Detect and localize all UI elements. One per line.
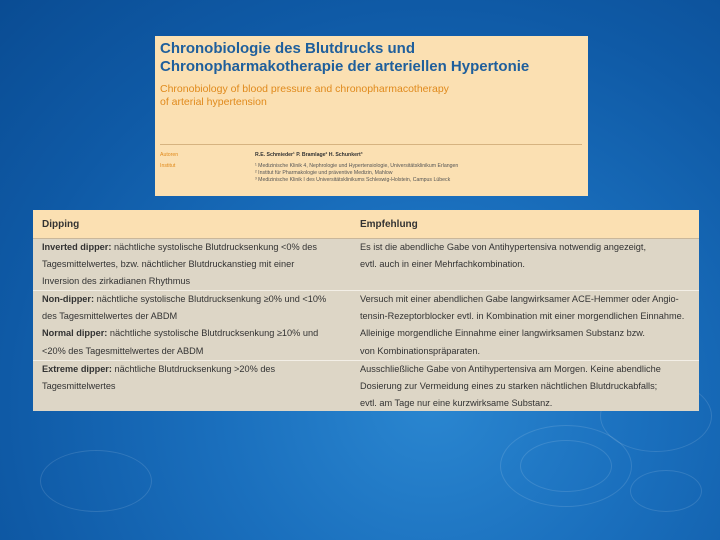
authors-row (160, 152, 582, 159)
cell-line: evtl. auch in einer Mehrfachkombination. (360, 259, 525, 270)
title-en-line-1: Chronobiology of blood pressure and chronopharmacotherapy (160, 83, 449, 95)
dipper-type-label: Inverted dipper: (42, 242, 112, 252)
cell-line: von Kombinationspräparaten. (360, 345, 481, 356)
cell-text: nächtliche Blutdrucksenkung >20% des (111, 364, 276, 374)
institute-line: ² Institut für Pharmakologie und präventive Medizin, Mahlow (255, 170, 393, 176)
institute-row (160, 163, 582, 184)
cell-line (42, 325, 360, 342)
cell-line: Es ist die abendliche Gabe von Antihypertensiva notwendig angezeigt, (360, 242, 647, 252)
recommendation-cell (360, 239, 699, 290)
title-en-line-2: of arterial hypertension (160, 96, 267, 108)
dipping-table (33, 210, 699, 411)
institute-label: Institut (160, 163, 176, 169)
cell-line (42, 239, 360, 256)
cell-line: Tagesmittelwertes, bzw. nächtlicher Blutdruckanstieg mit einer (42, 259, 295, 270)
institute-line: ¹ Medizinische Klinik 4, Nephrologie und Hypertensiologie, Universitätsklinikum Erlangen (255, 163, 459, 169)
authors-value: R.E. Schmieder¹ P. Bramlage² H. Schunkert³ (255, 152, 363, 158)
cell-line: Versuch mit einer abendlichen Gabe langwirksamer ACE-Hemmer oder Angio- (360, 294, 679, 304)
cell-line: Inversion des zirkadianen Rhythmus (42, 276, 191, 287)
cell-line: des Tagesmittelwertes der ABDM (42, 311, 178, 322)
table-row (33, 361, 699, 412)
dipping-cell (33, 361, 360, 412)
column-header-dipping: Dipping (42, 218, 80, 230)
dipper-type-label: Non-dipper: (42, 294, 95, 304)
article-header (155, 36, 588, 196)
cell-line: <20% des Tagesmittelwertes der ABDM (42, 345, 204, 356)
title-de-line-1: Chronobiologie des Blutdrucks und (160, 40, 415, 57)
institute-line: ³ Medizinische Klinik I des Universitätsklinikums Schleswig-Holstein, Campus Lübeck (255, 177, 451, 183)
title-de-line-2: Chronopharmakotherapie der arteriellen Hypertonie (160, 58, 530, 75)
column-header-empfehlung: Empfehlung (360, 218, 418, 230)
cell-line: Ausschließliche Gabe von Antihypertensiva am Morgen. Keine abendliche (360, 364, 661, 374)
table-header-row (33, 210, 699, 239)
authors-label: Autoren (160, 152, 179, 158)
cell-line: Alleinige morgendliche Einnahme einer langwirksamen Substanz bzw. (360, 328, 645, 339)
cell-line (42, 361, 360, 378)
cell-line: evtl. am Tage nur eine kurzwirksame Substanz. (360, 398, 553, 409)
background-ripple (40, 450, 152, 512)
article-title-english (160, 83, 582, 109)
table-row (33, 291, 699, 361)
dipper-type-label: Normal dipper: (42, 328, 108, 339)
institute-list (255, 163, 458, 184)
background-ripple (630, 470, 702, 512)
recommendation-cell (360, 291, 699, 360)
cell-text: nächtliche systolische Blutdrucksenkung <0% des (111, 242, 317, 252)
cell-line: Tagesmittelwertes (42, 381, 116, 392)
dipper-type-label: Extreme dipper: (42, 364, 112, 374)
cell-text: nächtliche systolische Blutdrucksenkung ≥10% und (107, 328, 319, 339)
header-divider (160, 144, 582, 145)
article-title-german (160, 40, 582, 76)
cell-line: Dosierung zur Vermeidung eines zu starken nächtlichen Blutdruckabfalls; (360, 381, 658, 392)
dipping-cell (33, 239, 360, 290)
cell-line (42, 291, 360, 308)
cell-text: nächtliche systolische Blutdrucksenkung ≥0% und <10% (94, 294, 327, 304)
recommendation-cell (360, 361, 699, 412)
table-row (33, 239, 699, 291)
cell-line: tensin-Rezeptorblocker evtl. in Kombination mit einer morgendlichen Einnahme. (360, 311, 685, 322)
dipping-cell (33, 291, 360, 360)
